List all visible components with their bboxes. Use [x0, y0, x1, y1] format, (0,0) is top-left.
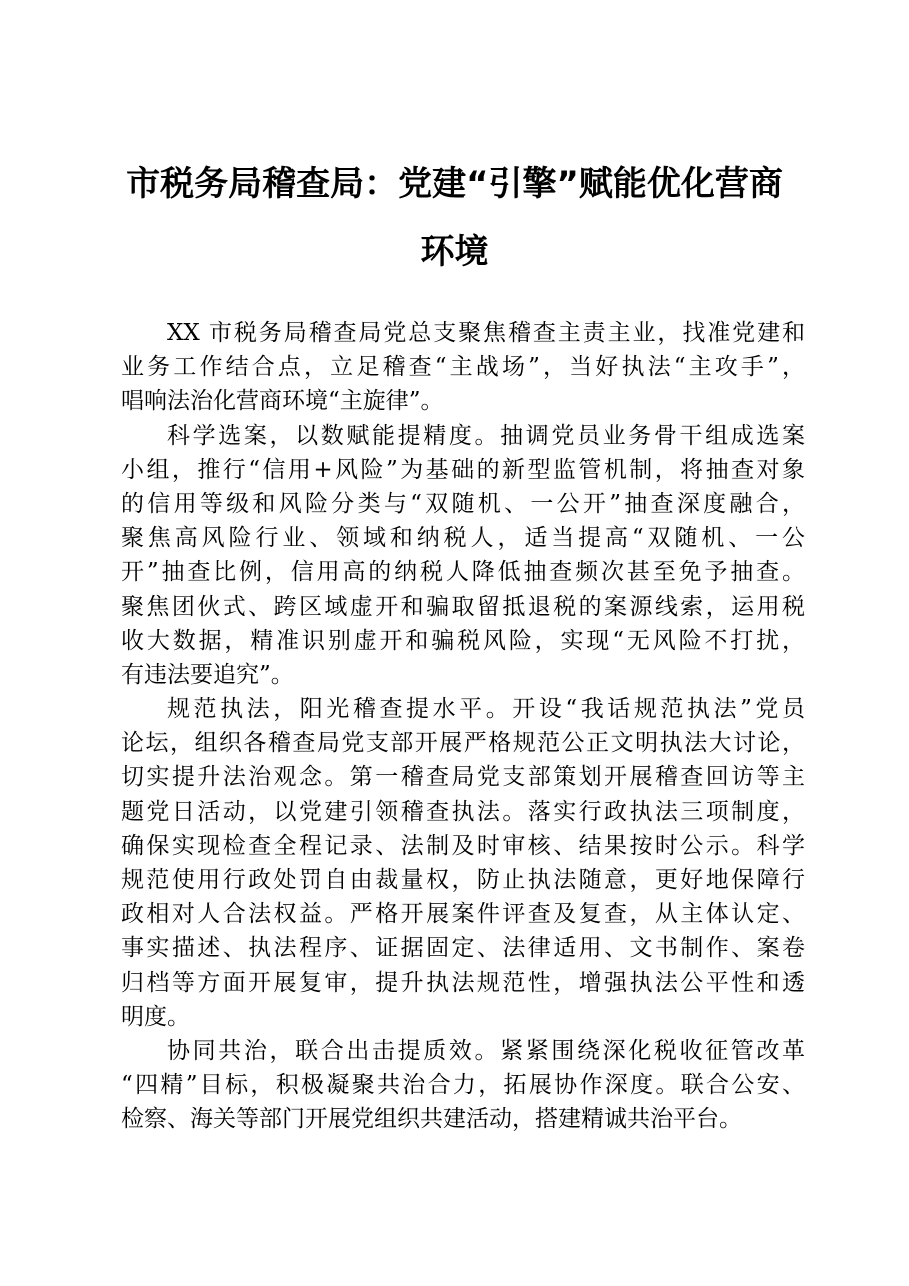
paragraph-line: XX 市税务局稽查局党总支聚焦稽查主责主业，找准党建和	[167, 320, 805, 346]
document-title-line-2: 环境	[420, 232, 489, 272]
paragraph-line: 检察、海关等部门开展党组织共建活动，搭建精诚共治平台。	[121, 1106, 742, 1133]
paragraph-line: 规范执法，阳光稽查提水平。开设“我话规范执法”党员	[167, 696, 805, 723]
paragraph-line: 归档等方面开展复审，提升执法规范性，增强执法公平性和透	[121, 969, 805, 996]
paragraph-line: 事实描述、执法程序、证据固定、法律适用、文书制作、案卷	[121, 935, 805, 962]
paragraph-line: 题党日活动，以党建引领稽查执法。落实行政执法三项制度，	[121, 798, 805, 825]
paragraph-line: 论坛，组织各稽查局党支部开展严格规范公正文明执法大讨论，	[121, 730, 805, 757]
paragraph-line: 切实提升法治观念。第一稽查局党支部策划开展稽查回访等主	[121, 764, 805, 791]
document-title-line-1: 市税务局稽查局：党建“引擎”赋能优化营商	[126, 164, 783, 204]
paragraph-line: 规范使用行政处罚自由裁量权，防止执法随意，更好地保障行	[121, 867, 805, 893]
paragraph-line: 业务工作结合点，立足稽查“主战场”，当好执法“主攻手”，	[121, 354, 805, 381]
paragraph-line: 小组，推行“信用+风险”为基础的新型监管机制，将抽查对象	[121, 456, 805, 483]
paragraph-line: “四精”目标，积极凝聚共治合力，拓展协作深度。联合公安、	[121, 1072, 805, 1099]
paragraph-line: 明度。	[121, 1003, 190, 1030]
paragraph-line: 确保实现检查全程记录、法制及时审核、结果按时公示。科学	[121, 832, 805, 859]
paragraph-line: 的信用等级和风险分类与“双随机、一公开”抽查深度融合，	[121, 490, 805, 517]
paragraph-line: 收大数据，精准识别虚开和骗税风险，实现“无风险不打扰，	[121, 627, 805, 654]
paragraph-line: 协同共治，联合出击提质效。紧紧围绕深化税收征管改革	[167, 1037, 805, 1064]
paragraph-line: 有违法要追究”。	[121, 661, 294, 688]
paragraph-line: 开”抽查比例，信用高的纳税人降低抽查频次甚至免予抽查。	[121, 559, 805, 586]
paragraph-line: 政相对人合法权益。严格开展案件评查及复查，从主体认定、	[121, 901, 805, 928]
paragraph-line: 聚焦高风险行业、领域和纳税人，适当提高“双随机、一公	[121, 525, 805, 552]
paragraph-line: 科学选案，以数赋能提精度。抽调党员业务骨干组成选案	[167, 422, 805, 449]
document-body	[121, 316, 805, 1137]
paragraph-line: 聚焦团伙式、跨区域虚开和骗取留抵退税的案源线索，运用税	[121, 593, 805, 620]
paragraph-line: 唱响法治化营商环境“主旋律”。	[121, 388, 444, 415]
